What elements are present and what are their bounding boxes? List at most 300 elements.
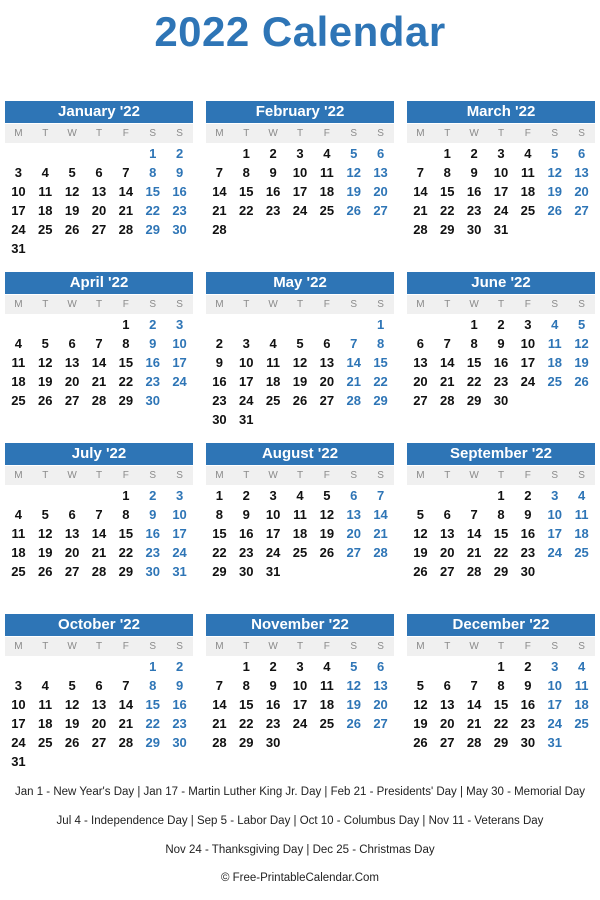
day-cell: 23	[265, 203, 281, 218]
day-cell: 25	[319, 716, 335, 731]
day-cell: 7	[443, 336, 451, 351]
day-cell: 20	[346, 526, 361, 541]
holiday-line-2: Jul 4 - Independence Day | Sep 5 - Labor Day | Oct 10 - Columbus Day | Nov 11 - Veterans Day	[56, 815, 544, 827]
day-cell: 24	[239, 393, 254, 408]
day-cell: 18	[11, 374, 26, 389]
day-cell: 17	[292, 184, 308, 199]
weekday-label: T	[497, 470, 505, 481]
day-cell: 14	[440, 355, 455, 370]
day-cell: 13	[440, 526, 455, 541]
day-grid	[407, 315, 595, 410]
day-cell: 23	[466, 203, 482, 218]
day-cell: 25	[11, 393, 26, 408]
day-cell: 7	[215, 165, 224, 180]
day-cell: 30	[520, 735, 536, 750]
day-cell: 6	[443, 507, 451, 522]
day-cell: 30	[145, 393, 160, 408]
day-cell: 12	[574, 336, 589, 351]
month-block	[206, 272, 394, 429]
day-cell: 16	[172, 697, 187, 712]
day-cell: 9	[470, 165, 478, 180]
day-cell: 13	[373, 678, 388, 693]
day-cell: 8	[470, 336, 478, 351]
empty-cell	[32, 486, 59, 505]
weekday-label: T	[42, 128, 49, 139]
day-cell: 2	[524, 659, 532, 674]
weekday-label: T	[243, 299, 250, 310]
day-cell: 27	[574, 203, 589, 218]
day-cell: 28	[373, 545, 388, 560]
day-cell: 14	[346, 355, 361, 370]
weekday-label: M	[416, 470, 425, 481]
weekday-label: T	[95, 299, 103, 310]
day-cell: 4	[41, 165, 49, 180]
day-cell: 10	[292, 165, 308, 180]
day-cell: 19	[292, 374, 308, 389]
day-cell: 3	[524, 317, 532, 332]
day-cell: 24	[172, 545, 187, 560]
month-block	[206, 614, 394, 752]
empty-cell	[59, 657, 86, 676]
day-cell: 15	[493, 526, 509, 541]
day-cell: 4	[323, 146, 331, 161]
day-cell: 9	[242, 507, 250, 522]
day-cell: 5	[350, 146, 358, 161]
month-title: October '22	[5, 614, 193, 636]
day-cell: 3	[175, 317, 184, 332]
day-cell: 21	[212, 716, 227, 731]
day-cell: 3	[296, 659, 304, 674]
day-cell: 23	[212, 393, 227, 408]
day-cell: 26	[574, 374, 589, 389]
day-cell: 20	[440, 716, 455, 731]
empty-cell	[407, 486, 434, 505]
day-cell: 13	[319, 355, 335, 370]
day-cell: 12	[38, 526, 53, 541]
day-cell: 24	[172, 374, 187, 389]
holiday-line-1: Jan 1 - New Year's Day | Jan 17 - Martin Luther King Jr. Day | Feb 21 - Presidents' Day | May 30 - Memorial Day	[14, 786, 586, 798]
day-cell: 1	[497, 488, 505, 503]
day-cell: 11	[319, 678, 334, 693]
weekday-label: S	[149, 299, 157, 310]
weekday-label: S	[350, 299, 358, 310]
day-cell: 13	[440, 697, 455, 712]
day-cell: 10	[172, 336, 187, 351]
day-cell: 21	[466, 545, 482, 560]
day-cell: 19	[346, 184, 361, 199]
empty-cell	[407, 315, 434, 334]
weekday-label: W	[268, 299, 278, 310]
day-cell: 6	[68, 507, 76, 522]
day-cell: 24	[292, 203, 308, 218]
day-cell: 27	[440, 735, 455, 750]
day-cell: 24	[547, 716, 562, 731]
day-cell: 12	[346, 165, 361, 180]
weekday-label: T	[444, 299, 451, 310]
day-cell: 2	[269, 659, 277, 674]
day-cell: 29	[466, 393, 482, 408]
empty-cell	[206, 315, 233, 334]
day-cell: 17	[547, 697, 562, 712]
empty-cell	[206, 144, 233, 163]
day-cell: 15	[145, 697, 160, 712]
empty-cell	[86, 144, 113, 163]
day-cell: 19	[413, 716, 428, 731]
empty-cell	[434, 657, 461, 676]
day-cell: 4	[551, 317, 559, 332]
day-cell: 8	[149, 678, 157, 693]
day-cell: 28	[212, 735, 227, 750]
day-cell: 16	[145, 355, 160, 370]
day-cell: 21	[91, 545, 107, 560]
day-cell: 3	[14, 165, 23, 180]
day-cell: 29	[373, 393, 388, 408]
day-cell: 13	[91, 184, 107, 199]
day-cell: 6	[443, 678, 451, 693]
day-cell: 18	[292, 526, 308, 541]
day-cell: 25	[38, 222, 53, 237]
day-cell: 26	[64, 735, 80, 750]
weekday-label: S	[176, 299, 183, 310]
day-cell: 13	[574, 165, 589, 180]
day-cell: 25	[292, 545, 308, 560]
day-cell: 18	[38, 203, 53, 218]
day-cell: 10	[493, 165, 509, 180]
weekday-label: T	[497, 641, 505, 652]
day-cell: 15	[239, 184, 254, 199]
day-cell: 9	[524, 507, 532, 522]
day-cell: 14	[91, 526, 107, 541]
day-cell: 29	[145, 735, 160, 750]
day-cell: 31	[493, 222, 509, 237]
day-cell: 15	[145, 184, 160, 199]
day-cell: 29	[118, 393, 134, 408]
day-cell: 20	[319, 374, 335, 389]
day-cell: 13	[91, 697, 107, 712]
day-cell: 31	[11, 754, 26, 769]
day-cell: 8	[443, 165, 451, 180]
day-cell: 14	[466, 697, 482, 712]
day-cell: 29	[212, 564, 227, 579]
day-cell: 25	[574, 545, 589, 560]
day-cell: 18	[574, 697, 589, 712]
month-block	[5, 443, 193, 581]
weekday-label: S	[377, 470, 384, 481]
weekday-label: T	[42, 641, 49, 652]
day-cell: 28	[413, 222, 428, 237]
holiday-line-3: Nov 24 - Thanksgiving Day | Dec 25 - Christmas Day	[165, 844, 435, 856]
day-cell: 22	[239, 716, 254, 731]
weekday-header	[5, 466, 193, 485]
day-cell: 30	[239, 564, 254, 579]
day-cell: 22	[466, 374, 482, 389]
day-cell: 1	[122, 488, 130, 503]
weekday-label: W	[268, 128, 278, 139]
month-block	[407, 614, 595, 752]
day-cell: 25	[574, 716, 589, 731]
day-cell: 11	[293, 507, 307, 522]
day-grid	[5, 315, 193, 410]
day-cell: 10	[292, 678, 308, 693]
day-cell: 20	[440, 545, 455, 560]
day-cell: 28	[91, 564, 107, 579]
day-cell: 22	[440, 203, 455, 218]
weekday-label: M	[215, 299, 224, 310]
footer-credit: © Free-PrintableCalendar.Com	[220, 872, 380, 884]
weekday-label: T	[296, 299, 304, 310]
day-cell: 10	[520, 336, 536, 351]
weekday-label: S	[551, 128, 559, 139]
weekday-label: T	[296, 641, 304, 652]
day-cell: 10	[11, 184, 26, 199]
day-cell: 1	[149, 146, 157, 161]
weekday-header	[5, 295, 193, 314]
day-cell: 13	[373, 165, 388, 180]
weekday-label: W	[67, 299, 77, 310]
day-cell: 14	[118, 697, 134, 712]
empty-cell	[112, 144, 139, 163]
day-cell: 5	[577, 317, 586, 332]
empty-cell	[59, 144, 86, 163]
day-cell: 18	[319, 697, 335, 712]
weekday-label: M	[14, 128, 23, 139]
day-cell: 20	[64, 374, 80, 389]
day-cell: 26	[547, 203, 562, 218]
day-cell: 10	[172, 507, 187, 522]
day-cell: 21	[91, 374, 107, 389]
day-cell: 4	[524, 146, 532, 161]
day-cell: 3	[551, 488, 559, 503]
day-cell: 2	[269, 146, 277, 161]
day-cell: 4	[41, 678, 49, 693]
empty-cell	[407, 144, 434, 163]
day-cell: 10	[547, 678, 562, 693]
day-cell: 30	[265, 735, 281, 750]
month-block	[206, 443, 394, 581]
empty-cell	[32, 657, 59, 676]
weekday-label: T	[296, 128, 304, 139]
day-grid	[206, 315, 394, 429]
day-cell: 13	[64, 355, 80, 370]
day-cell: 3	[497, 146, 505, 161]
day-cell: 14	[212, 184, 227, 199]
day-cell: 2	[149, 488, 157, 503]
weekday-label: T	[95, 128, 103, 139]
day-cell: 4	[323, 659, 331, 674]
day-cell: 7	[470, 507, 478, 522]
day-cell: 28	[346, 393, 361, 408]
day-cell: 26	[292, 393, 308, 408]
weekday-label: S	[551, 299, 559, 310]
weekday-label: T	[243, 470, 250, 481]
month-block	[407, 272, 595, 410]
day-cell: 26	[413, 564, 428, 579]
weekday-label: S	[578, 299, 585, 310]
day-cell: 18	[520, 184, 536, 199]
day-cell: 7	[122, 678, 130, 693]
day-cell: 1	[443, 146, 451, 161]
day-cell: 22	[145, 716, 160, 731]
weekday-label: W	[469, 128, 479, 139]
day-cell: 11	[38, 697, 53, 712]
day-cell: 30	[493, 393, 509, 408]
empty-cell	[313, 315, 340, 334]
day-cell: 9	[175, 165, 184, 180]
day-cell: 16	[493, 355, 509, 370]
day-cell: 27	[91, 222, 107, 237]
day-cell: 2	[149, 317, 157, 332]
weekday-label: S	[551, 470, 559, 481]
weekday-label: T	[497, 128, 505, 139]
day-cell: 24	[265, 545, 281, 560]
day-cell: 24	[292, 716, 308, 731]
day-cell: 7	[95, 336, 103, 351]
day-cell: 16	[172, 184, 187, 199]
weekday-label: S	[350, 470, 358, 481]
day-cell: 19	[319, 526, 335, 541]
weekday-label: W	[268, 641, 278, 652]
month-block	[5, 101, 193, 258]
weekday-label: S	[149, 470, 157, 481]
day-cell: 24	[11, 222, 26, 237]
day-cell: 31	[239, 412, 254, 427]
weekday-label: T	[243, 641, 250, 652]
day-cell: 6	[350, 488, 358, 503]
day-cell: 3	[14, 678, 23, 693]
weekday-header	[407, 124, 595, 143]
weekday-label: T	[296, 470, 304, 481]
weekday-label: S	[350, 641, 358, 652]
weekday-label: F	[122, 641, 129, 652]
day-cell: 21	[118, 716, 134, 731]
empty-cell	[59, 486, 86, 505]
day-cell: 12	[413, 697, 428, 712]
weekday-header	[5, 124, 193, 143]
month-title: March '22	[407, 101, 595, 123]
day-cell: 11	[574, 678, 589, 693]
month-block	[5, 614, 193, 771]
day-cell: 17	[292, 697, 308, 712]
weekday-header	[206, 466, 394, 485]
day-cell: 15	[212, 526, 227, 541]
weekday-label: S	[149, 128, 157, 139]
month-block	[407, 443, 595, 581]
day-cell: 11	[547, 336, 562, 351]
day-cell: 1	[497, 659, 505, 674]
month-title: April '22	[5, 272, 193, 294]
weekday-label: M	[215, 641, 224, 652]
day-cell: 4	[269, 336, 277, 351]
weekday-label: S	[578, 641, 585, 652]
month-title: January '22	[5, 101, 193, 123]
day-cell: 29	[493, 735, 509, 750]
day-cell: 28	[118, 735, 134, 750]
day-cell: 2	[497, 317, 505, 332]
day-cell: 6	[68, 336, 76, 351]
day-cell: 17	[172, 526, 187, 541]
day-cell: 12	[547, 165, 562, 180]
day-cell: 30	[466, 222, 482, 237]
day-cell: 11	[266, 355, 280, 370]
day-cell: 17	[265, 526, 281, 541]
day-cell: 19	[64, 203, 80, 218]
day-cell: 16	[466, 184, 482, 199]
day-cell: 20	[413, 374, 428, 389]
day-cell: 17	[11, 203, 26, 218]
day-cell: 18	[547, 355, 562, 370]
empty-cell	[5, 315, 32, 334]
day-cell: 28	[91, 393, 107, 408]
day-cell: 14	[118, 184, 134, 199]
weekday-label: W	[469, 641, 479, 652]
day-cell: 9	[149, 507, 157, 522]
day-cell: 25	[547, 374, 562, 389]
day-grid	[206, 144, 394, 239]
day-cell: 31	[547, 735, 562, 750]
day-cell: 6	[376, 146, 385, 161]
day-cell: 7	[416, 165, 425, 180]
weekday-header	[206, 124, 394, 143]
weekday-label: T	[42, 299, 49, 310]
weekday-label: S	[551, 641, 559, 652]
day-cell: 19	[64, 716, 80, 731]
empty-cell	[5, 144, 32, 163]
weekday-label: M	[416, 128, 425, 139]
weekday-header	[206, 637, 394, 656]
day-cell: 14	[212, 697, 227, 712]
page-title: 2022 Calendar	[154, 8, 446, 55]
empty-cell	[112, 657, 139, 676]
month-block	[206, 101, 394, 239]
month-title: June '22	[407, 272, 595, 294]
day-cell: 21	[373, 526, 388, 541]
day-cell: 16	[520, 697, 536, 712]
day-cell: 31	[11, 241, 26, 256]
weekday-label: W	[469, 470, 479, 481]
weekday-label: F	[122, 299, 129, 310]
day-cell: 17	[172, 355, 187, 370]
month-title: February '22	[206, 101, 394, 123]
day-cell: 30	[212, 412, 227, 427]
day-cell: 22	[145, 203, 160, 218]
day-cell: 12	[38, 355, 53, 370]
day-cell: 1	[149, 659, 157, 674]
day-cell: 28	[440, 393, 455, 408]
empty-cell	[461, 486, 488, 505]
day-cell: 24	[493, 203, 509, 218]
day-cell: 27	[413, 393, 428, 408]
month-title: December '22	[407, 614, 595, 636]
day-cell: 9	[269, 678, 277, 693]
weekday-label: S	[578, 128, 585, 139]
weekday-label: F	[524, 299, 531, 310]
day-cell: 22	[118, 545, 134, 560]
day-cell: 10	[239, 355, 254, 370]
day-cell: 11	[11, 355, 26, 370]
day-cell: 7	[376, 488, 385, 503]
day-cell: 1	[470, 317, 478, 332]
empty-cell	[32, 315, 59, 334]
day-cell: 15	[118, 355, 134, 370]
weekday-label: S	[149, 641, 157, 652]
day-cell: 5	[416, 507, 425, 522]
day-cell: 6	[95, 678, 103, 693]
day-cell: 3	[242, 336, 250, 351]
empty-cell	[86, 657, 113, 676]
day-cell: 6	[323, 336, 331, 351]
day-cell: 26	[38, 393, 53, 408]
empty-cell	[407, 657, 434, 676]
